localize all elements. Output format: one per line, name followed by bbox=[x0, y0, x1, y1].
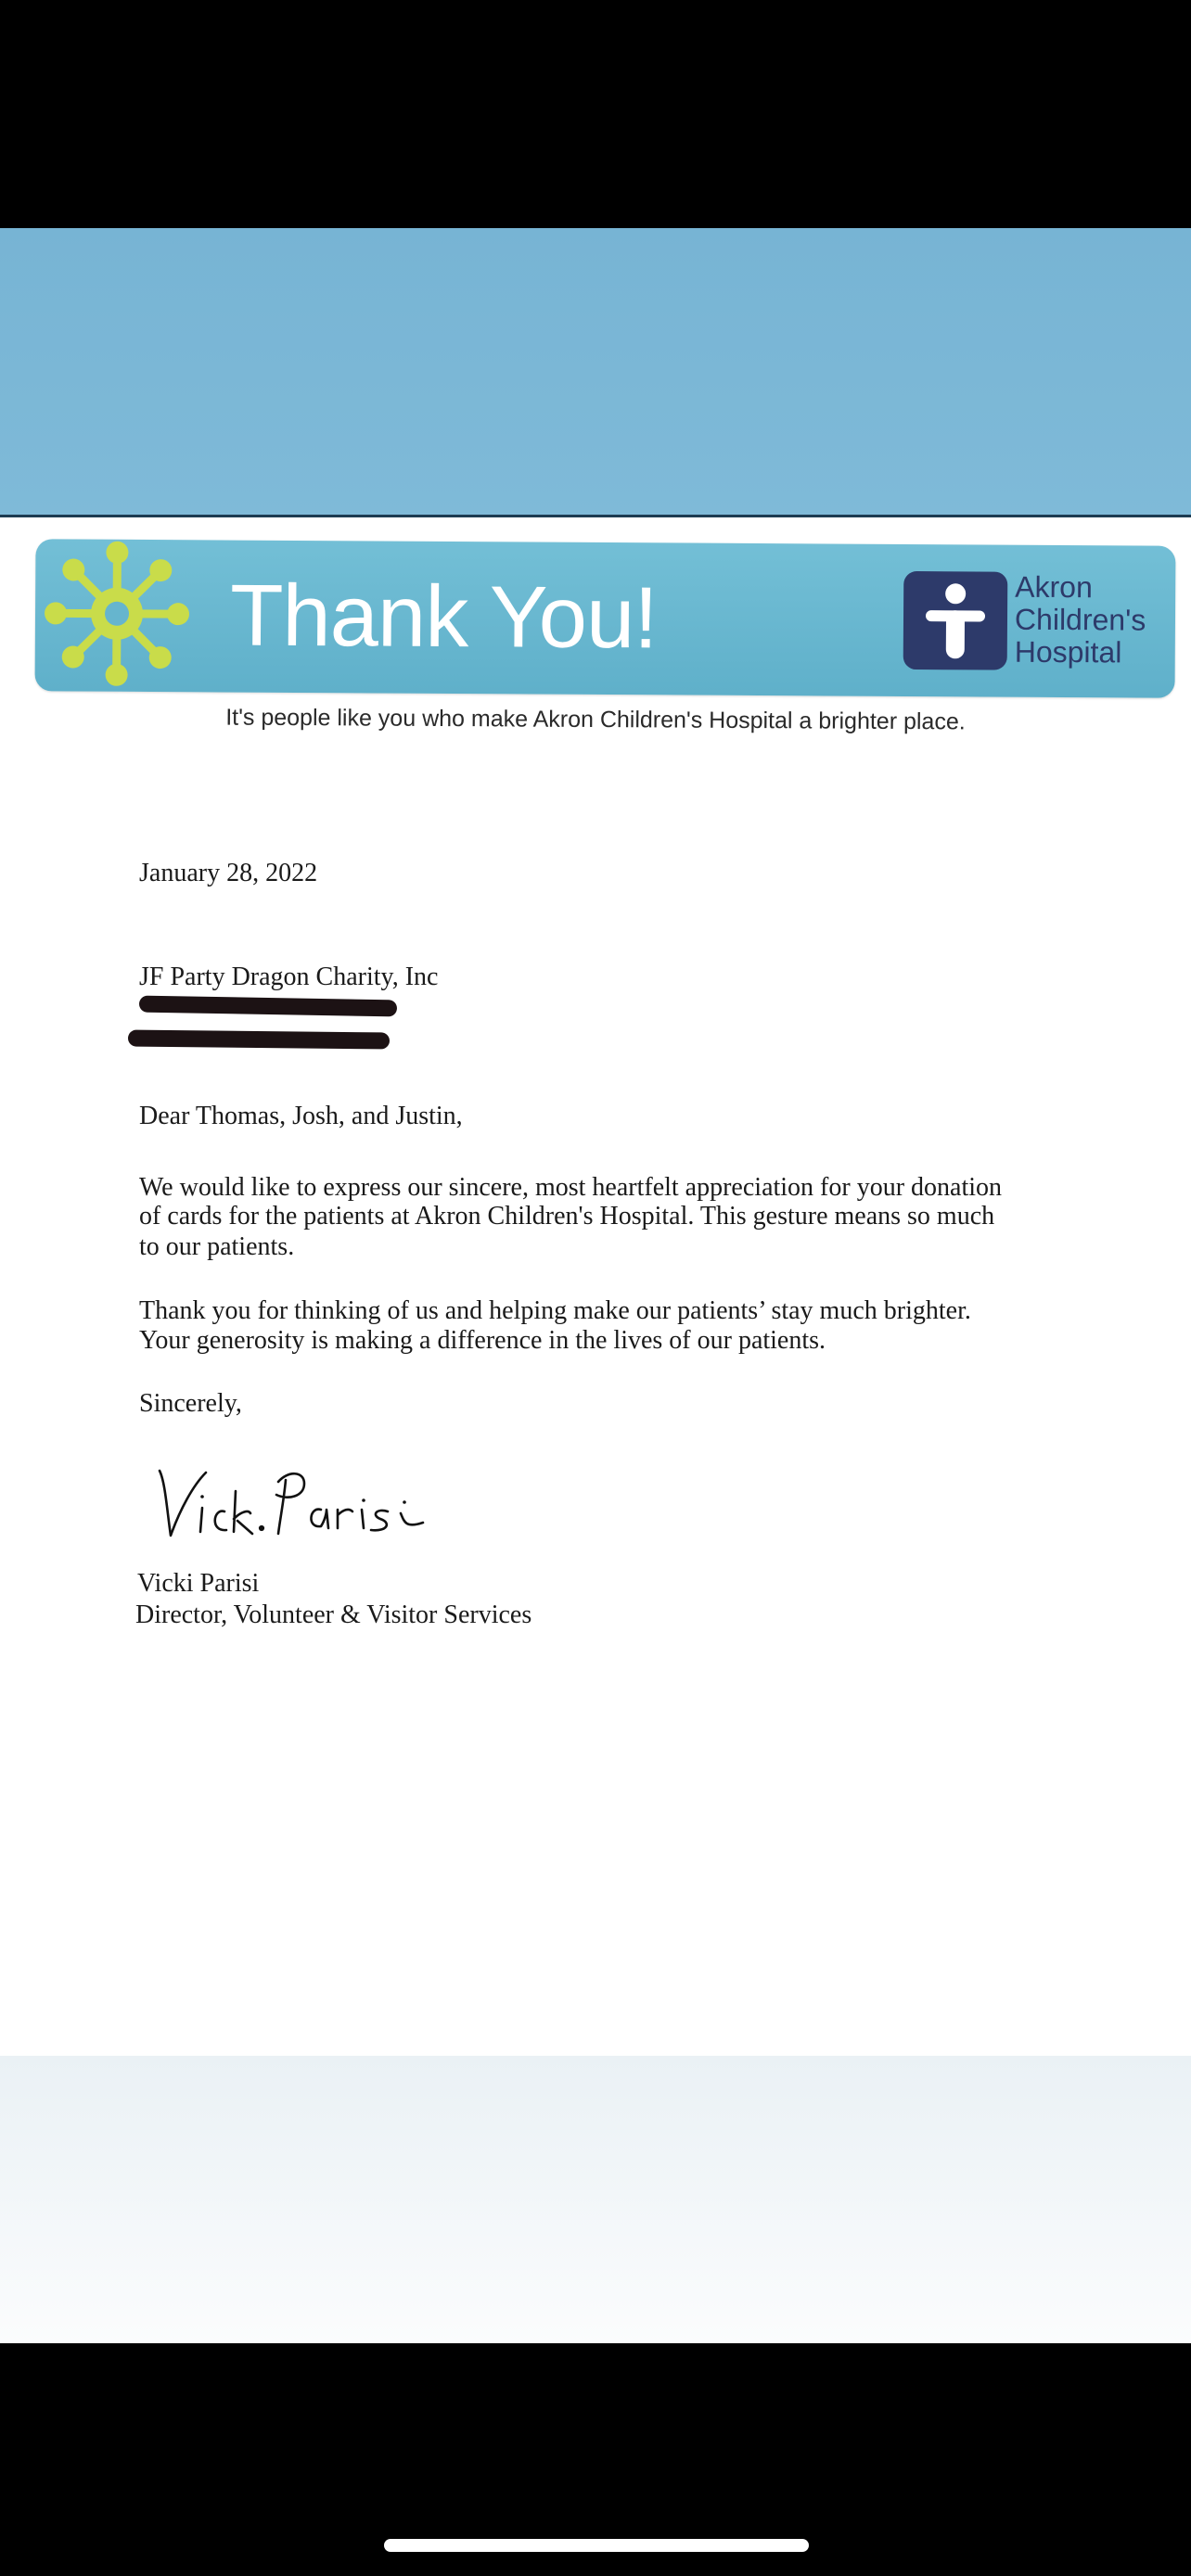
paragraph-2-line-1: Thank you for thinking of us and helping make our patients’ stay much brighter. bbox=[139, 1296, 971, 1325]
hospital-name bbox=[1015, 571, 1173, 670]
sun-logo-icon bbox=[35, 539, 212, 692]
background-blue-area bbox=[0, 228, 1191, 517]
letter-page bbox=[0, 515, 1191, 2059]
letter-greeting: Dear Thomas, Josh, and Justin, bbox=[139, 1102, 463, 1130]
redacted-address-line-2 bbox=[128, 1030, 390, 1050]
background-below-page bbox=[0, 2056, 1191, 2343]
hospital-name-line-3: Hospital bbox=[1014, 634, 1122, 670]
recipient-organization: JF Party Dragon Charity, Inc bbox=[139, 963, 439, 991]
hospital-name-line-2: Children's bbox=[1014, 602, 1146, 637]
paragraph-2-line-2: Your generosity is making a difference in the lives of our patients. bbox=[139, 1326, 826, 1355]
hospital-child-icon bbox=[903, 571, 1008, 670]
top-black-border bbox=[0, 0, 1191, 228]
signer-name: Vicki Parisi bbox=[137, 1569, 260, 1598]
handwritten-signature bbox=[148, 1454, 455, 1547]
thank-you-banner bbox=[35, 539, 1176, 698]
letter-closing: Sincerely, bbox=[139, 1389, 242, 1418]
letter-paragraph-1 bbox=[139, 1173, 1002, 1262]
paragraph-1-line-1: We would like to express our sincere, most heartfelt appreciation for your donation bbox=[139, 1173, 1003, 1202]
paragraph-1-line-2: of cards for the patients at Akron Children's Hospital. This gesture means so much bbox=[139, 1202, 995, 1231]
signer-title: Director, Volunteer & Visitor Services bbox=[135, 1600, 532, 1629]
thank-you-headline: Thank You! bbox=[229, 566, 658, 667]
home-indicator[interactable] bbox=[384, 2539, 809, 2552]
letter-date: January 28, 2022 bbox=[139, 859, 318, 887]
letter-paragraph-2 bbox=[139, 1296, 971, 1356]
banner-tagline: It's people like you who make Akron Children's Hospital a brighter place. bbox=[225, 704, 966, 735]
paragraph-1-line-3: to our patients. bbox=[139, 1232, 295, 1261]
hospital-name-line-1: Akron bbox=[1015, 569, 1093, 605]
